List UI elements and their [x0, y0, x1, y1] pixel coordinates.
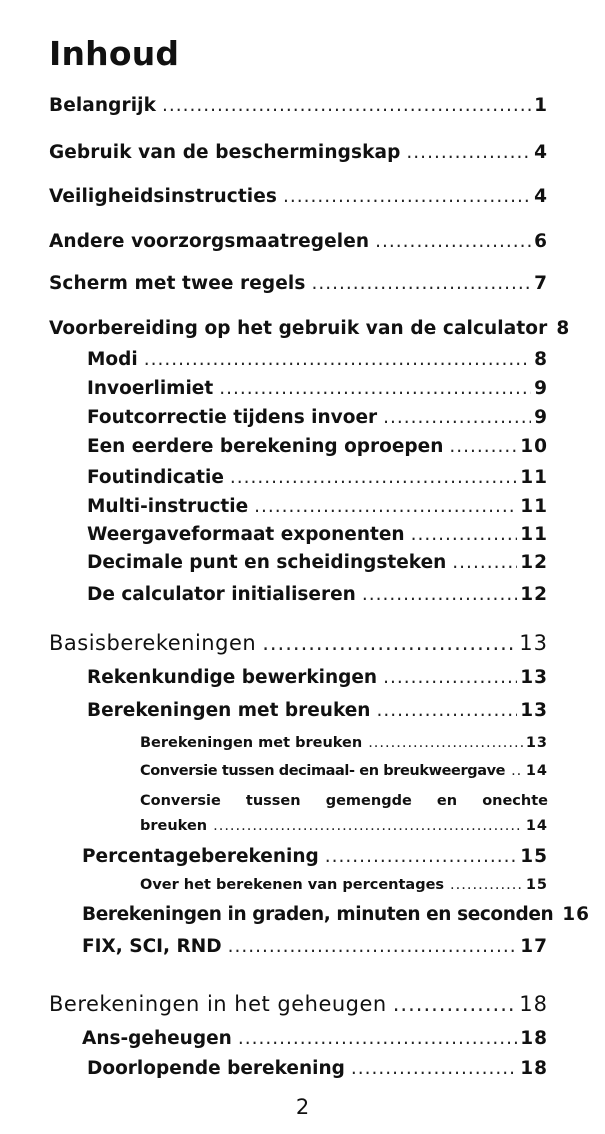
toc-entry-label: Veiligheidsinstructies — [49, 186, 278, 207]
toc-entry-page: 13 — [525, 735, 548, 751]
toc-entry — [82, 904, 591, 925]
dot-leader — [238, 1028, 517, 1049]
toc-entry-label: Andere voorzorgsmaatregelen — [49, 231, 370, 252]
toc-entry-label: Gebruik van de beschermingskap — [49, 142, 401, 163]
dot-leader — [283, 186, 531, 207]
toc-entry-page: 11 — [520, 524, 548, 545]
toc-entry-page: 13 — [520, 667, 548, 688]
dot-leader — [262, 631, 516, 655]
toc-entry-page: 13 — [519, 631, 548, 655]
dot-leader — [376, 700, 517, 721]
toc-entry — [87, 552, 548, 573]
toc-entry — [87, 407, 548, 428]
toc-entry-label: Over het berekenen van percentages — [140, 877, 445, 893]
toc-subentry — [140, 877, 548, 893]
toc-entry — [87, 667, 548, 688]
toc-entry-page: 4 — [534, 186, 548, 207]
toc-subentry-first-line: Conversie tussen gemengde en onechte — [140, 793, 548, 809]
toc-entry-label: Conversie tussen decimaal- en breukweergave — [140, 763, 506, 779]
toc-entry-page: 11 — [520, 467, 548, 488]
toc-entry-page: 15 — [525, 877, 548, 893]
toc-entry-page: 12 — [520, 584, 548, 605]
toc-entry-label: Foutcorrectie tijdens invoer — [87, 407, 378, 428]
toc-entry-page: 15 — [520, 846, 548, 867]
dot-leader — [311, 273, 531, 294]
toc-entry-page: 17 — [520, 936, 548, 957]
toc-entry-page: 18 — [519, 992, 548, 1016]
dot-leader — [449, 436, 517, 457]
dot-leader — [162, 95, 531, 116]
toc-entry-label: FIX, SCI, RND — [82, 936, 222, 957]
toc-entry-label: Berekeningen in graden, minuten en seconden — [82, 904, 554, 925]
toc-entry-page: 12 — [520, 552, 548, 573]
toc-entry-page: 18 — [520, 1028, 548, 1049]
toc-entry-label: Berekeningen met breuken — [140, 735, 363, 751]
dot-leader — [213, 818, 523, 834]
toc-entry — [49, 95, 548, 116]
toc-entry-label: Rekenkundige bewerkingen — [87, 667, 378, 688]
toc-entry-label: De calculator initialiseren — [87, 584, 356, 605]
toc-section-label: Basisberekeningen — [49, 631, 257, 655]
toc-subentry — [140, 735, 548, 751]
toc-entry-label: Scherm met twee regels — [49, 273, 306, 294]
toc-entry-page: 10 — [520, 436, 548, 457]
dot-leader — [228, 936, 518, 957]
toc-entry — [82, 1028, 548, 1049]
dot-leader — [511, 763, 523, 779]
toc-entry-page: 8 — [556, 318, 571, 339]
toc-entry — [87, 349, 548, 370]
toc-entry-label: Doorlopende berekening — [87, 1058, 345, 1079]
page-title: Inhoud — [49, 34, 180, 73]
toc-entry — [87, 700, 548, 721]
dot-leader — [450, 877, 523, 893]
dot-leader — [144, 349, 531, 370]
toc-entry — [82, 936, 548, 957]
toc-entry-label: Belangrijk — [49, 95, 156, 116]
toc-entry-label: Een eerdere berekening oproepen — [87, 436, 444, 457]
toc-entry-label: Invoerlimiet — [87, 378, 214, 399]
toc-entry — [87, 436, 548, 457]
toc-entry — [49, 142, 548, 163]
toc-entry-page: 7 — [534, 273, 548, 294]
toc-entry-page: 16 — [562, 904, 591, 925]
toc-subentry — [140, 818, 548, 834]
dot-leader — [383, 407, 531, 428]
toc-entry-page: 14 — [525, 763, 548, 779]
dot-leader — [219, 378, 531, 399]
toc-entry — [49, 231, 548, 252]
toc-entry — [82, 846, 548, 867]
toc-section — [49, 631, 548, 655]
toc-entry-label: Percentageberekening — [82, 846, 319, 867]
dot-leader — [383, 667, 517, 688]
toc-entry — [87, 467, 548, 488]
dot-leader — [393, 992, 517, 1016]
toc-entry-label: breuken — [140, 818, 208, 834]
toc-entry — [49, 273, 548, 294]
page-number: 2 — [295, 1095, 310, 1119]
toc-entry — [87, 378, 548, 399]
toc-subentry — [140, 763, 548, 779]
toc-entry — [87, 496, 548, 517]
dot-leader — [362, 584, 517, 605]
dot-leader — [230, 467, 517, 488]
toc-entry — [87, 1058, 548, 1079]
toc-entry-label: Decimale punt en scheidingsteken — [87, 552, 447, 573]
dot-leader — [375, 231, 531, 252]
toc-section-label: Berekeningen in het geheugen — [49, 992, 387, 1016]
dot-leader — [452, 552, 517, 573]
toc-entry-label: Multi-instructie — [87, 496, 249, 517]
toc-entry-page: 8 — [534, 349, 548, 370]
toc-entry-page: 18 — [520, 1058, 548, 1079]
toc-entry — [49, 186, 548, 207]
toc-entry — [87, 524, 548, 545]
toc-entry-label: Foutindicatie — [87, 467, 224, 488]
toc-entry-page: 1 — [534, 95, 548, 116]
dot-leader — [411, 524, 518, 545]
dot-leader — [325, 846, 517, 867]
toc-entry-page: 9 — [534, 378, 548, 399]
toc-entry-page: 6 — [534, 231, 548, 252]
toc-entry-page: 11 — [520, 496, 548, 517]
toc-entry — [49, 318, 571, 339]
toc-entry-page: 4 — [534, 142, 548, 163]
toc-entry-label: Voorbereiding op het gebruik van de calculator — [49, 318, 548, 339]
toc-section — [49, 992, 548, 1016]
dot-leader — [351, 1058, 517, 1079]
toc-entry-label: Weergaveformaat exponenten — [87, 524, 405, 545]
dot-leader — [406, 142, 531, 163]
toc-entry-page: 13 — [520, 700, 548, 721]
dot-leader — [254, 496, 517, 517]
toc-entry-label: Ans-geheugen — [82, 1028, 232, 1049]
toc-entry-page: 14 — [525, 818, 548, 834]
toc-entry-label: Modi — [87, 349, 138, 370]
dot-leader — [368, 735, 523, 751]
toc-entry-label: Berekeningen met breuken — [87, 700, 371, 721]
toc-entry-page: 9 — [534, 407, 548, 428]
toc-entry — [87, 584, 548, 605]
